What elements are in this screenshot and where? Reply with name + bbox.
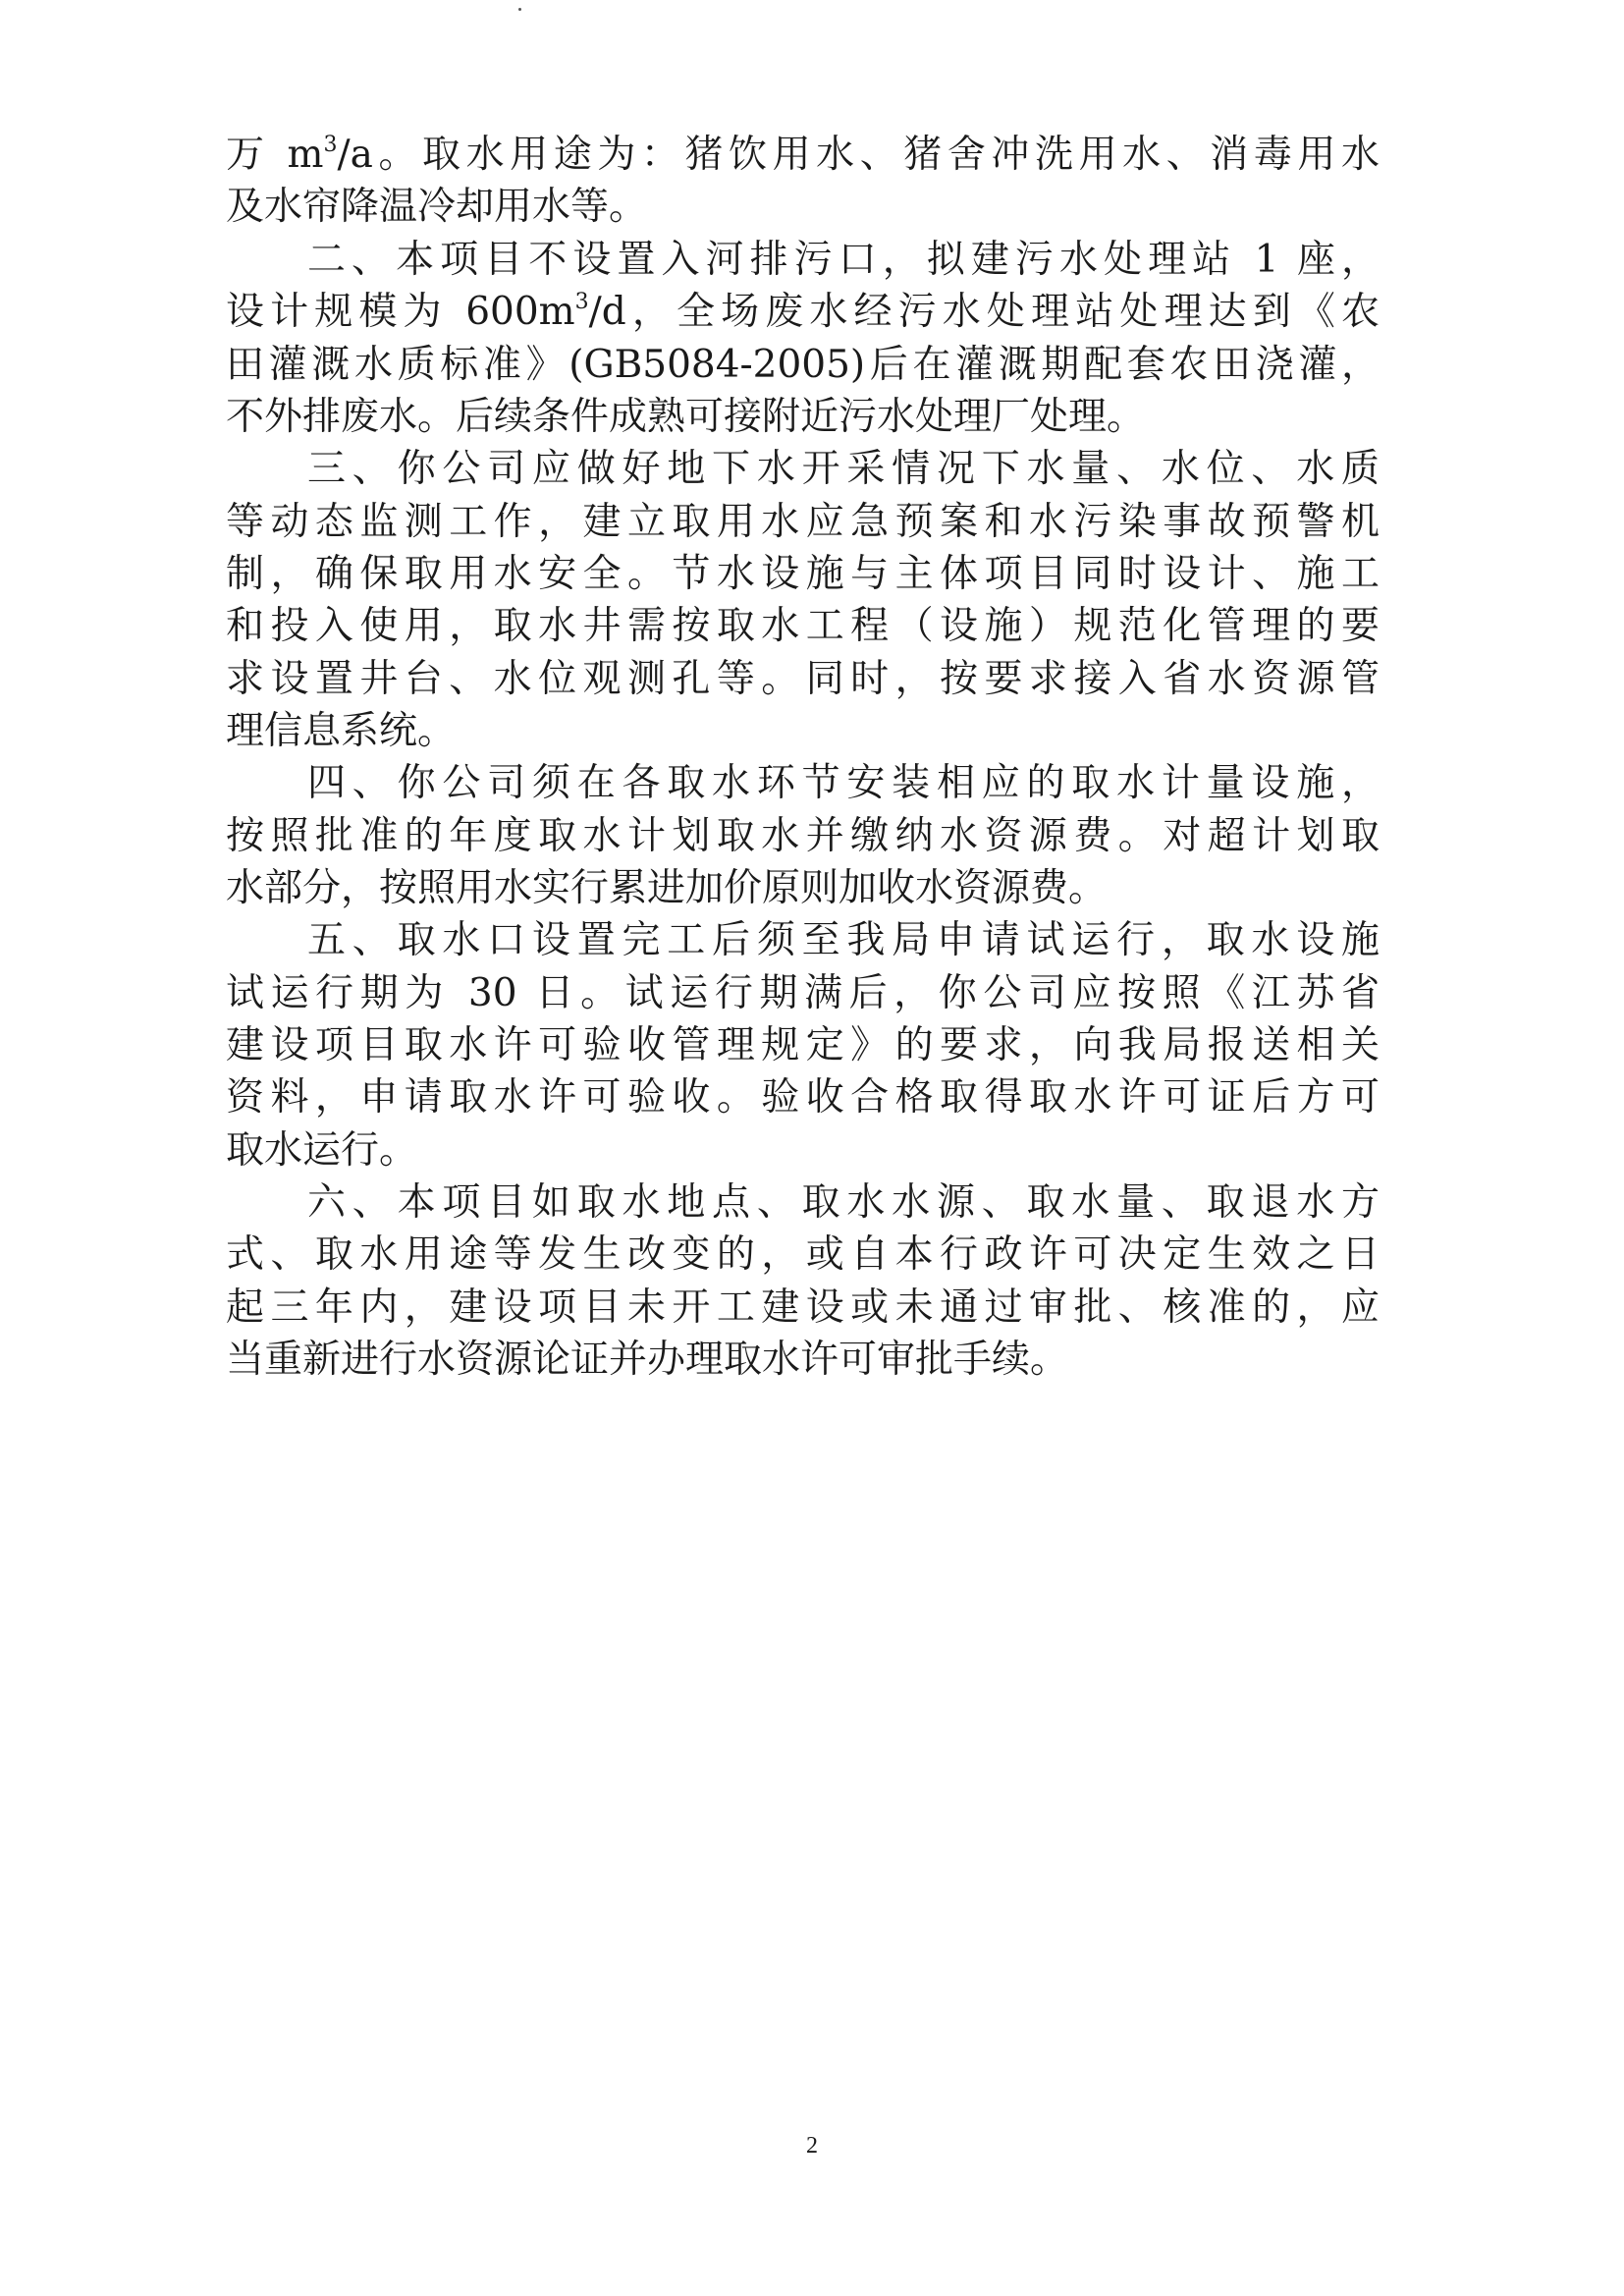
paragraph-4-line-2: 按照批准的年度取水计划取水并缴纳水资源费。对超计划取: [226, 814, 1380, 858]
paragraph-5-line-4: 资料，申请取水许可验收。验收合格取得取水许可证后方可: [226, 1075, 1380, 1120]
paragraph-6-line-4: 当重新进行水资源论证并办理取水许可审批手续。: [226, 1338, 1069, 1382]
paragraph-3-line-1: 三、你公司应做好地下水开采情况下水量、水位、水质: [307, 447, 1380, 491]
paragraph-2-line-4: 不外排废水。后续条件成熟可接附近污水处理厂处理。: [226, 395, 1146, 439]
paragraph-5-line-5: 取水运行。: [226, 1128, 418, 1173]
text-line-2: 及水帘降温冷却用水等。: [226, 185, 648, 229]
paragraph-3-line-2: 等动态监测工作，建立取用水应急预案和水污染事故预警机: [226, 500, 1380, 544]
paragraph-5-line-3: 建设项目取水许可验收管理规定》的要求，向我局报送相关: [226, 1023, 1380, 1067]
paragraph-3-line-6: 理信息系统。: [226, 709, 457, 753]
paragraph-3-line-5: 求设置井台、水位观测孔等。同时，按要求接入省水资源管: [226, 657, 1380, 701]
paragraph-3-line-4: 和投入使用，取水井需按取水工程（设施）规范化管理的要: [226, 604, 1380, 648]
paragraph-6-line-3: 起三年内，建设项目未开工建设或未通过审批、核准的，应: [226, 1285, 1380, 1330]
scan-speck: [518, 8, 521, 11]
paragraph-4-line-1: 四、你公司须在各取水环节安装相应的取水计量设施，: [307, 761, 1380, 805]
text-line-1: 万 $m^3/a$。取水用途为：猪饮用水、猪舍冲洗用水、消毒用水: [226, 133, 1380, 177]
paragraph-3-line-3: 制，确保取用水安全。节水设施与主体项目同时设计、施工: [226, 552, 1380, 596]
paragraph-5-line-1: 五、取水口设置完工后须至我局申请试运行，取水设施: [307, 918, 1380, 962]
paragraph-2-line-1: 二、本项目不设置入河排污口，拟建污水处理站 1 座，: [307, 238, 1380, 282]
paragraph-5-line-2: 试运行期为 30 日。试运行期满后，你公司应按照《江苏省: [226, 971, 1380, 1015]
paragraph-2-line-2: 设计规模为 $600m^3/d$，全场废水经污水处理站处理达到《农: [226, 290, 1380, 334]
paragraph-6-line-1: 六、本项目如取水地点、取水水源、取水量、取退水方: [307, 1180, 1380, 1225]
paragraph-6-line-2: 式、取水用途等发生改变的，或自本行政许可决定生效之日: [226, 1232, 1380, 1277]
paragraph-2-line-3: 田灌溉水质标准》(GB5084-2005)后在灌溉期配套农田浇灌，: [226, 343, 1380, 387]
page-number: 2: [806, 2133, 818, 2159]
paragraph-4-line-3: 水部分，按照用水实行累进加价原则加收水资源费。: [226, 866, 1108, 910]
